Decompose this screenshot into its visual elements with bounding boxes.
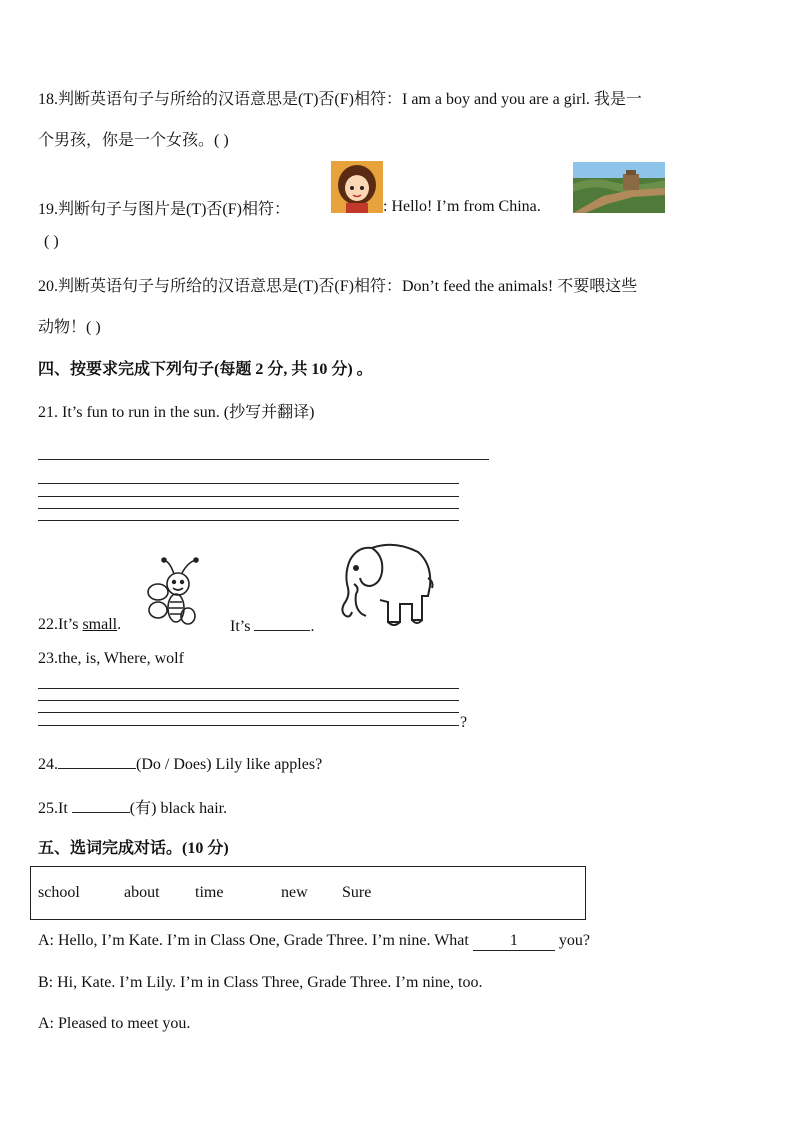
question-19-prompt: 19.判断句子与图片是(T)否(F)相符： (38, 201, 290, 218)
word-bank-word: Sure (342, 884, 372, 901)
question-20-line-1: 20.判断英语句子与所给的汉语意思是(T)否(F)相符：Don’t feed the animals! 不要喂这些 (38, 278, 638, 295)
elephant-picture (332, 538, 436, 632)
dialogue-a1-text: A: Hello, I’m Kate. I’m in Class One, Grade Three. I’m nine. What (38, 932, 469, 949)
answer-line[interactable] (38, 712, 459, 713)
dialogue-line-a1 (38, 932, 590, 951)
question-25 (38, 795, 227, 818)
blank-number: 1 (509, 932, 518, 949)
answer-blank[interactable] (254, 616, 310, 631)
question-21: 21. It’s fun to run in the sun. (抄写并翻译) (38, 404, 315, 421)
question-22 (38, 616, 121, 634)
word-bank-word: about (124, 884, 160, 901)
question-20-line-2: 动物！( ) (38, 319, 101, 336)
answer-blank[interactable] (72, 798, 130, 813)
answer-line[interactable] (38, 496, 459, 497)
question-19-answer[interactable]: ( ) (44, 233, 59, 250)
question-19-sentence: : Hello! I’m from China. (383, 198, 541, 215)
question-22-second (230, 616, 314, 636)
dialogue-a1-end: you? (558, 932, 590, 949)
word-small: small (82, 616, 118, 633)
word-bank-word: new (281, 884, 308, 901)
question-24-text: (Do / Does) Lily like apples? (136, 756, 323, 773)
great-wall-picture (573, 162, 665, 213)
period: . (117, 616, 122, 633)
answer-blank[interactable] (58, 754, 136, 769)
question-18-line-1: 18.判断英语句子与所给的汉语意思是(T)否(F)相符：I am a boy and you are a girl. 我是一 (38, 91, 642, 108)
word-bank-word: time (195, 884, 224, 901)
answer-line[interactable] (38, 700, 459, 701)
answer-line[interactable] (38, 508, 459, 509)
section-5-title: 五、选词完成对话。(10 分) (38, 840, 229, 857)
answer-line[interactable] (38, 725, 459, 726)
bee-picture (144, 556, 210, 628)
question-24 (38, 754, 322, 774)
dialogue-blank-1[interactable] (473, 932, 555, 951)
question-mark: ? (460, 714, 468, 731)
question-23: 23.the, is, Where, wolf (38, 650, 184, 667)
question-18-line-2: 个男孩，你是一个女孩。( ) (38, 132, 229, 149)
its-label: It’s (230, 618, 251, 635)
dialogue-line-a2: A: Pleased to meet you. (38, 1015, 191, 1032)
answer-line[interactable] (38, 483, 459, 484)
girl-picture (331, 161, 383, 213)
answer-line[interactable] (38, 520, 459, 521)
dialogue-line-b1: B: Hi, Kate. I’m Lily. I’m in Class Three, Grade Three. I’m nine, too. (38, 974, 483, 991)
section-4-title: 四、按要求完成下列句子(每题 2 分, 共 10 分) 。 (38, 361, 373, 378)
answer-line[interactable] (38, 688, 459, 689)
its-label: It’s (58, 616, 79, 633)
answer-line[interactable] (38, 459, 489, 460)
question-22-number: 22. (38, 616, 58, 633)
question-25-number: 25.It (38, 800, 72, 817)
period: . (310, 618, 315, 635)
question-25-text: (有) black hair. (129, 800, 228, 817)
word-bank-word: school (38, 884, 80, 901)
word-bank-box (30, 866, 586, 920)
question-24-number: 24. (38, 756, 58, 773)
